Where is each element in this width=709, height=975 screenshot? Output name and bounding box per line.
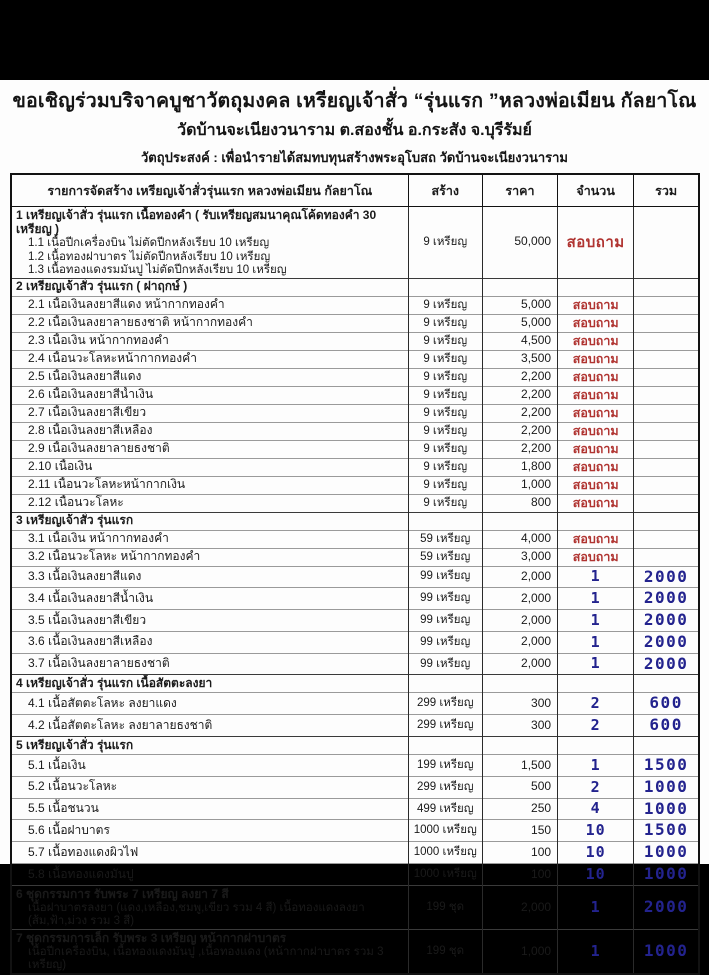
empty-cell: [558, 278, 634, 296]
table-row-section-header: [11, 278, 699, 296]
made-cell: 9 เหรียญ: [408, 440, 482, 458]
quantity-value: 2: [590, 715, 601, 734]
page-title: ขอเชิญร่วมบริจาคบูชาวัตถุมงคล เหรียญเจ้าสั่ว “รุ่นแรก ”หลวงพ่อเมียน กัลยาโณ: [12, 90, 697, 112]
made-cell: 299 เหรียญ: [408, 715, 482, 737]
item-label: 2.1 เนื้อเงินลงยาสีแดง หน้ากากทองคำ: [11, 296, 408, 314]
item-label: 2.11 เนื้อนวะโลหะหน้ากากเงิน: [11, 476, 408, 494]
qty-cell: [558, 798, 634, 820]
inquiry-label: สอบถาม: [572, 333, 619, 348]
table-row: [11, 864, 699, 886]
total-cell: [634, 440, 699, 458]
item-label: 3.3 เนื้อเงินลงยาสีแดง: [11, 566, 408, 588]
table-header-row: [11, 174, 699, 207]
qty-cell: [558, 440, 634, 458]
item-label: 2.12 เนื้อนวะโลหะ: [11, 494, 408, 512]
total-cell: [634, 864, 699, 886]
total-cell: [634, 929, 699, 974]
price-cell: 1,000: [482, 929, 557, 974]
inquiry-label: สอบถาม: [572, 549, 619, 564]
quantity-value: 10: [585, 864, 606, 883]
table-header: [11, 174, 699, 207]
item-description-cell: [11, 207, 408, 279]
made-cell: 9 เหรียญ: [408, 314, 482, 332]
made-cell: 9 เหรียญ: [408, 368, 482, 386]
order-table: [10, 173, 700, 975]
total-cell: [634, 458, 699, 476]
qty-cell: [558, 296, 634, 314]
inquiry-label: สอบถาม: [572, 315, 619, 330]
total-cell: [634, 530, 699, 548]
table-row-section-block: [11, 885, 699, 929]
quantity-value: 1: [590, 632, 601, 651]
total-value: 1500: [643, 820, 689, 840]
section-title-cell: [11, 512, 408, 530]
qty-cell: [558, 207, 634, 279]
qty-cell: [558, 820, 634, 842]
table-row: [11, 693, 699, 715]
empty-cell: [634, 737, 699, 755]
made-cell: 9 เหรียญ: [408, 458, 482, 476]
qty-cell: [558, 314, 634, 332]
qty-cell: [558, 842, 634, 864]
qty-cell: [558, 693, 634, 715]
table-row-section-header: [11, 512, 699, 530]
qty-cell: [558, 494, 634, 512]
qty-cell: [558, 588, 634, 610]
price-cell: 3,500: [482, 350, 557, 368]
column-header-price: ราคา: [482, 174, 557, 207]
table-row: [11, 631, 699, 653]
qty-cell: [558, 368, 634, 386]
quantity-value: 1: [590, 588, 601, 607]
item-label: 3.2 เนื้อนวะโลหะ หน้ากากทองคำ: [11, 548, 408, 566]
made-cell: 9 เหรียญ: [408, 332, 482, 350]
table-row: [11, 566, 699, 588]
qty-cell: [558, 386, 634, 404]
item-label: 5.8 เนื้อทองแดงมันปู: [11, 864, 408, 886]
empty-cell: [408, 512, 482, 530]
total-cell: [634, 566, 699, 588]
total-cell: [634, 755, 699, 777]
qty-cell: [558, 476, 634, 494]
inquiry-label: สอบถาม: [572, 351, 619, 366]
made-cell: 59 เหรียญ: [408, 548, 482, 566]
table-row: [11, 368, 699, 386]
total-cell: [634, 631, 699, 653]
made-cell: 1000 เหรียญ: [408, 842, 482, 864]
total-cell: [634, 350, 699, 368]
total-cell: [634, 207, 699, 279]
total-cell: [634, 296, 699, 314]
price-cell: 2,000: [482, 610, 557, 632]
quantity-value: 1: [590, 941, 601, 960]
qty-cell: [558, 610, 634, 632]
qty-cell: [558, 458, 634, 476]
total-value: 1000: [643, 940, 689, 960]
section-detail-line: เนื้อฝาบาตรลงยา (แดง,เหลือง,ชมพู,เขียว รวม 4 สี) เนื้อทองแดงลงยา (ส้ม,ฟ้า,ม่วง รวม 3 สี): [28, 901, 365, 928]
total-value: 1000: [643, 842, 689, 862]
qty-cell: [558, 776, 634, 798]
inquiry-label: สอบถาม: [572, 423, 619, 438]
total-cell: [634, 885, 699, 929]
table-row: [11, 715, 699, 737]
made-cell: 9 เหรียญ: [408, 386, 482, 404]
price-cell: 100: [482, 842, 557, 864]
table-row: [11, 350, 699, 368]
total-cell: [634, 404, 699, 422]
total-cell: [634, 798, 699, 820]
item-label: 2.10 เนื้อเงิน: [11, 458, 408, 476]
total-value: 1000: [643, 864, 689, 884]
inquiry-label: สอบถาม: [572, 477, 619, 492]
total-value: 2000: [643, 588, 689, 608]
section-title-cell: [11, 737, 408, 755]
total-value: 600: [649, 715, 683, 735]
section-detail-line: 1.1 เนื้อปีกเครื่องบิน ไม่ตัดปีกหลังเรียบ 10 เหรียญ: [28, 237, 270, 249]
quantity-value: 1: [590, 897, 601, 916]
price-cell: 2,200: [482, 422, 557, 440]
empty-cell: [482, 278, 557, 296]
section-title: 6 ชุดกรรมการ รับพระ 7 เหรียญ ลงยา 7 สี: [16, 886, 229, 901]
empty-cell: [634, 278, 699, 296]
table-row: [11, 458, 699, 476]
section-detail-line: 1.2 เนื้อทองฝาบาตร ไม่ตัดปีกหลังเรียบ 10 เหรียญ: [28, 250, 271, 263]
table-row-section-block: [11, 929, 699, 974]
total-cell: [634, 476, 699, 494]
made-cell: 99 เหรียญ: [408, 610, 482, 632]
price-cell: 4,500: [482, 332, 557, 350]
item-label: 5.1 เนื้อเงิน: [11, 755, 408, 777]
inquiry-label: สอบถาม: [572, 441, 619, 456]
table-row: [11, 386, 699, 404]
section-detail-line: เนื้อปีกเครื่องบิน, เนื้อทองแดงมันปู ,เนื้อทองแดง (หน้ากากฝาบาตร รวม 3 เหรียญ): [28, 945, 384, 972]
empty-cell: [408, 278, 482, 296]
total-cell: [634, 588, 699, 610]
made-cell: 99 เหรียญ: [408, 588, 482, 610]
qty-cell: [558, 864, 634, 886]
total-cell: [634, 610, 699, 632]
qty-cell: [558, 929, 634, 974]
price-cell: 50,000: [482, 207, 557, 279]
price-cell: 2,000: [482, 653, 557, 675]
total-cell: [634, 332, 699, 350]
item-label: 2.3 เนื้อเงิน หน้ากากทองคำ: [11, 332, 408, 350]
document-sheet: [0, 80, 709, 972]
item-label: 3.5 เนื้อเงินลงยาสีเขียว: [11, 610, 408, 632]
item-label: 3.6 เนื้อเงินลงยาสีเหลือง: [11, 631, 408, 653]
section-title: 7 ชุดกรรมการเล็ก รับพระ 3 เหรียญ หน้ากากฝาบาตร: [16, 930, 287, 945]
inquiry-label: สอบถาม: [572, 531, 619, 546]
price-cell: 3,000: [482, 548, 557, 566]
total-value: 1500: [643, 755, 689, 775]
quantity-value: 10: [585, 821, 606, 840]
made-cell: 9 เหรียญ: [408, 476, 482, 494]
qty-cell: [558, 653, 634, 675]
table-row: [11, 476, 699, 494]
item-label: 2.4 เนื้อนวะโลหะหน้ากากทองคำ: [11, 350, 408, 368]
total-cell: [634, 776, 699, 798]
price-cell: 2,000: [482, 566, 557, 588]
total-value: 600: [649, 693, 683, 713]
quantity-value: 4: [590, 799, 601, 818]
price-cell: 2,000: [482, 885, 557, 929]
column-header-items: รายการจัดสร้าง เหรียญเจ้าสั่วรุ่นแรก หลวงพ่อเมียน กัลยาโณ: [11, 174, 408, 207]
empty-cell: [634, 512, 699, 530]
table-row-section-block: [11, 207, 699, 279]
empty-cell: [558, 512, 634, 530]
item-label: 2.2 เนื้อเงินลงยาลายธงชาติ หน้ากากทองคำ: [11, 314, 408, 332]
inquiry-label: สอบถาม: [572, 369, 619, 384]
quantity-value: 2: [590, 694, 601, 713]
table-row: [11, 842, 699, 864]
quantity-value: 1: [590, 755, 601, 774]
made-cell: 1000 เหรียญ: [408, 820, 482, 842]
qty-cell: [558, 350, 634, 368]
price-cell: 100: [482, 864, 557, 886]
price-cell: 2,200: [482, 386, 557, 404]
page-subtitle: วัดบ้านจะเนียงวนาราม ต.สองชั้น อ.กระสัง จ.บุรีรัมย์: [177, 122, 532, 139]
quantity-value: 1: [590, 567, 601, 586]
price-cell: 1,500: [482, 755, 557, 777]
total-value: 1000: [643, 776, 689, 796]
table-row: [11, 820, 699, 842]
quantity-value: 2: [590, 777, 601, 796]
made-cell: 9 เหรียญ: [408, 350, 482, 368]
item-label: 5.7 เนื้อทองแดงผิวไฟ: [11, 842, 408, 864]
price-cell: 800: [482, 494, 557, 512]
empty-cell: [634, 675, 699, 693]
quantity-value: 1: [590, 610, 601, 629]
table-row: [11, 548, 699, 566]
item-label: 5.2 เนื้อนวะโลหะ: [11, 776, 408, 798]
table-row: [11, 776, 699, 798]
total-cell: [634, 653, 699, 675]
table-row: [11, 610, 699, 632]
table-row: [11, 798, 699, 820]
section-title: 5 เหรียญเจ้าสั่ว รุ่นแรก: [16, 737, 134, 752]
total-value: 2000: [643, 566, 689, 586]
qty-cell: [558, 530, 634, 548]
made-cell: 1000 เหรียญ: [408, 864, 482, 886]
price-cell: 2,200: [482, 404, 557, 422]
quantity-value: 1: [590, 654, 601, 673]
empty-cell: [558, 737, 634, 755]
item-label: 3.7 เนื้อเงินลงยาลายธงชาติ: [11, 653, 408, 675]
item-label: 5.6 เนื้อฝาบาตร: [11, 820, 408, 842]
column-header-quantity: จำนวน: [558, 174, 634, 207]
section-title-cell: [11, 675, 408, 693]
item-label: 3.4 เนื้อเงินลงยาสีน้ำเงิน: [11, 588, 408, 610]
qty-cell: [558, 404, 634, 422]
price-cell: 5,000: [482, 296, 557, 314]
price-cell: 1,800: [482, 458, 557, 476]
total-value: 2000: [643, 631, 689, 651]
total-cell: [634, 314, 699, 332]
qty-cell: [558, 548, 634, 566]
inquiry-label: สอบถาม: [572, 495, 619, 510]
table-row: [11, 296, 699, 314]
table-row: [11, 530, 699, 548]
item-label: 2.6 เนื้อเงินลงยาสีน้ำเงิน: [11, 386, 408, 404]
table-row: [11, 422, 699, 440]
total-value: 1000: [643, 798, 689, 818]
total-cell: [634, 693, 699, 715]
section-detail-line: 1.3 เนื้อทองแดงรมมันปู ไม่ตัดปีกหลังเรียบ 10 เหรียญ: [28, 264, 287, 276]
table-row-section-header: [11, 737, 699, 755]
inquiry-label: สอบถาม: [572, 459, 619, 474]
inquiry-label: สอบถาม: [572, 297, 619, 312]
table-row: [11, 588, 699, 610]
price-cell: 300: [482, 693, 557, 715]
made-cell: 9 เหรียญ: [408, 207, 482, 279]
price-cell: 2,000: [482, 631, 557, 653]
made-cell: 99 เหรียญ: [408, 631, 482, 653]
price-cell: 2,200: [482, 368, 557, 386]
table-row: [11, 332, 699, 350]
total-cell: [634, 820, 699, 842]
made-cell: 199 เหรียญ: [408, 755, 482, 777]
quantity-value: 10: [585, 842, 606, 861]
section-title: 4 เหรียญเจ้าสั่ว รุ่นแรก เนื้อสัตตะลงยา: [16, 676, 213, 691]
made-cell: 9 เหรียญ: [408, 422, 482, 440]
item-label: 2.5 เนื้อเงินลงยาสีแดง: [11, 368, 408, 386]
made-cell: 9 เหรียญ: [408, 494, 482, 512]
column-header-made: สร้าง: [408, 174, 482, 207]
empty-cell: [482, 737, 557, 755]
total-value: 2000: [643, 653, 689, 673]
table-row: [11, 314, 699, 332]
inquiry-label: สอบถาม: [566, 233, 625, 251]
column-header-total: รวม: [634, 174, 699, 207]
item-label: 4.1 เนื้อสัตตะโลหะ ลงยาแดง: [11, 693, 408, 715]
empty-cell: [558, 675, 634, 693]
empty-cell: [482, 675, 557, 693]
made-cell: 499 เหรียญ: [408, 798, 482, 820]
qty-cell: [558, 755, 634, 777]
price-cell: 150: [482, 820, 557, 842]
price-cell: 1,000: [482, 476, 557, 494]
price-cell: 300: [482, 715, 557, 737]
item-description-cell: [11, 885, 408, 929]
item-label: 3.1 เนื้อเงิน หน้ากากทองคำ: [11, 530, 408, 548]
item-description-cell: [11, 929, 408, 974]
qty-cell: [558, 332, 634, 350]
inquiry-label: สอบถาม: [572, 387, 619, 402]
total-cell: [634, 368, 699, 386]
total-cell: [634, 842, 699, 864]
qty-cell: [558, 422, 634, 440]
made-cell: 59 เหรียญ: [408, 530, 482, 548]
price-cell: 5,000: [482, 314, 557, 332]
table-row: [11, 440, 699, 458]
total-cell: [634, 494, 699, 512]
section-title: 3 เหรียญเจ้าสั่ว รุ่นแรก: [16, 513, 134, 528]
made-cell: 299 เหรียญ: [408, 776, 482, 798]
made-cell: 9 เหรียญ: [408, 296, 482, 314]
empty-cell: [408, 675, 482, 693]
section-title: 1 เหรียญเจ้าสั่ว รุ่นแรก เนื้อทองคำ ( รับเหรียญสมนาคุณโค้ดทองคำ 30 เหรียญ ): [16, 208, 377, 236]
empty-cell: [482, 512, 557, 530]
item-label: 2.9 เนื้อเงินลงยาลายธงชาติ: [11, 440, 408, 458]
price-cell: 2,000: [482, 588, 557, 610]
table-row: [11, 653, 699, 675]
inquiry-label: สอบถาม: [572, 405, 619, 420]
made-cell: 199 ชุด: [408, 885, 482, 929]
total-cell: [634, 715, 699, 737]
total-cell: [634, 422, 699, 440]
item-label: 2.8 เนื้อเงินลงยาสีเหลือง: [11, 422, 408, 440]
table-row: [11, 755, 699, 777]
made-cell: 99 เหรียญ: [408, 566, 482, 588]
price-cell: 2,200: [482, 440, 557, 458]
qty-cell: [558, 566, 634, 588]
table-row: [11, 404, 699, 422]
made-cell: 9 เหรียญ: [408, 404, 482, 422]
made-cell: 299 เหรียญ: [408, 693, 482, 715]
price-cell: 500: [482, 776, 557, 798]
made-cell: 99 เหรียญ: [408, 653, 482, 675]
item-label: 4.2 เนื้อสัตตะโลหะ ลงยาลายธงชาติ: [11, 715, 408, 737]
section-title: 2 เหรียญเจ้าสั่ว รุ่นแรก ( ฝาฤกษ์ ): [16, 279, 188, 294]
made-cell: 199 ชุด: [408, 929, 482, 974]
total-value: 2000: [643, 610, 689, 630]
page-purpose: วัตถุประสงค์ : เพื่อนำรายได้สมทบทุนสร้างพระอุโบสถ วัดบ้านจะเนียงวนาราม: [140, 150, 568, 165]
item-label: 5.5 เนื้อชนวน: [11, 798, 408, 820]
price-cell: 250: [482, 798, 557, 820]
qty-cell: [558, 715, 634, 737]
table-row-section-header: [11, 675, 699, 693]
total-value: 2000: [643, 896, 689, 916]
price-cell: 4,000: [482, 530, 557, 548]
total-cell: [634, 548, 699, 566]
qty-cell: [558, 631, 634, 653]
section-title-cell: [11, 278, 408, 296]
total-cell: [634, 386, 699, 404]
empty-cell: [408, 737, 482, 755]
qty-cell: [558, 885, 634, 929]
table-row: [11, 494, 699, 512]
table-body: [11, 207, 699, 974]
item-label: 2.7 เนื้อเงินลงยาสีเขียว: [11, 404, 408, 422]
